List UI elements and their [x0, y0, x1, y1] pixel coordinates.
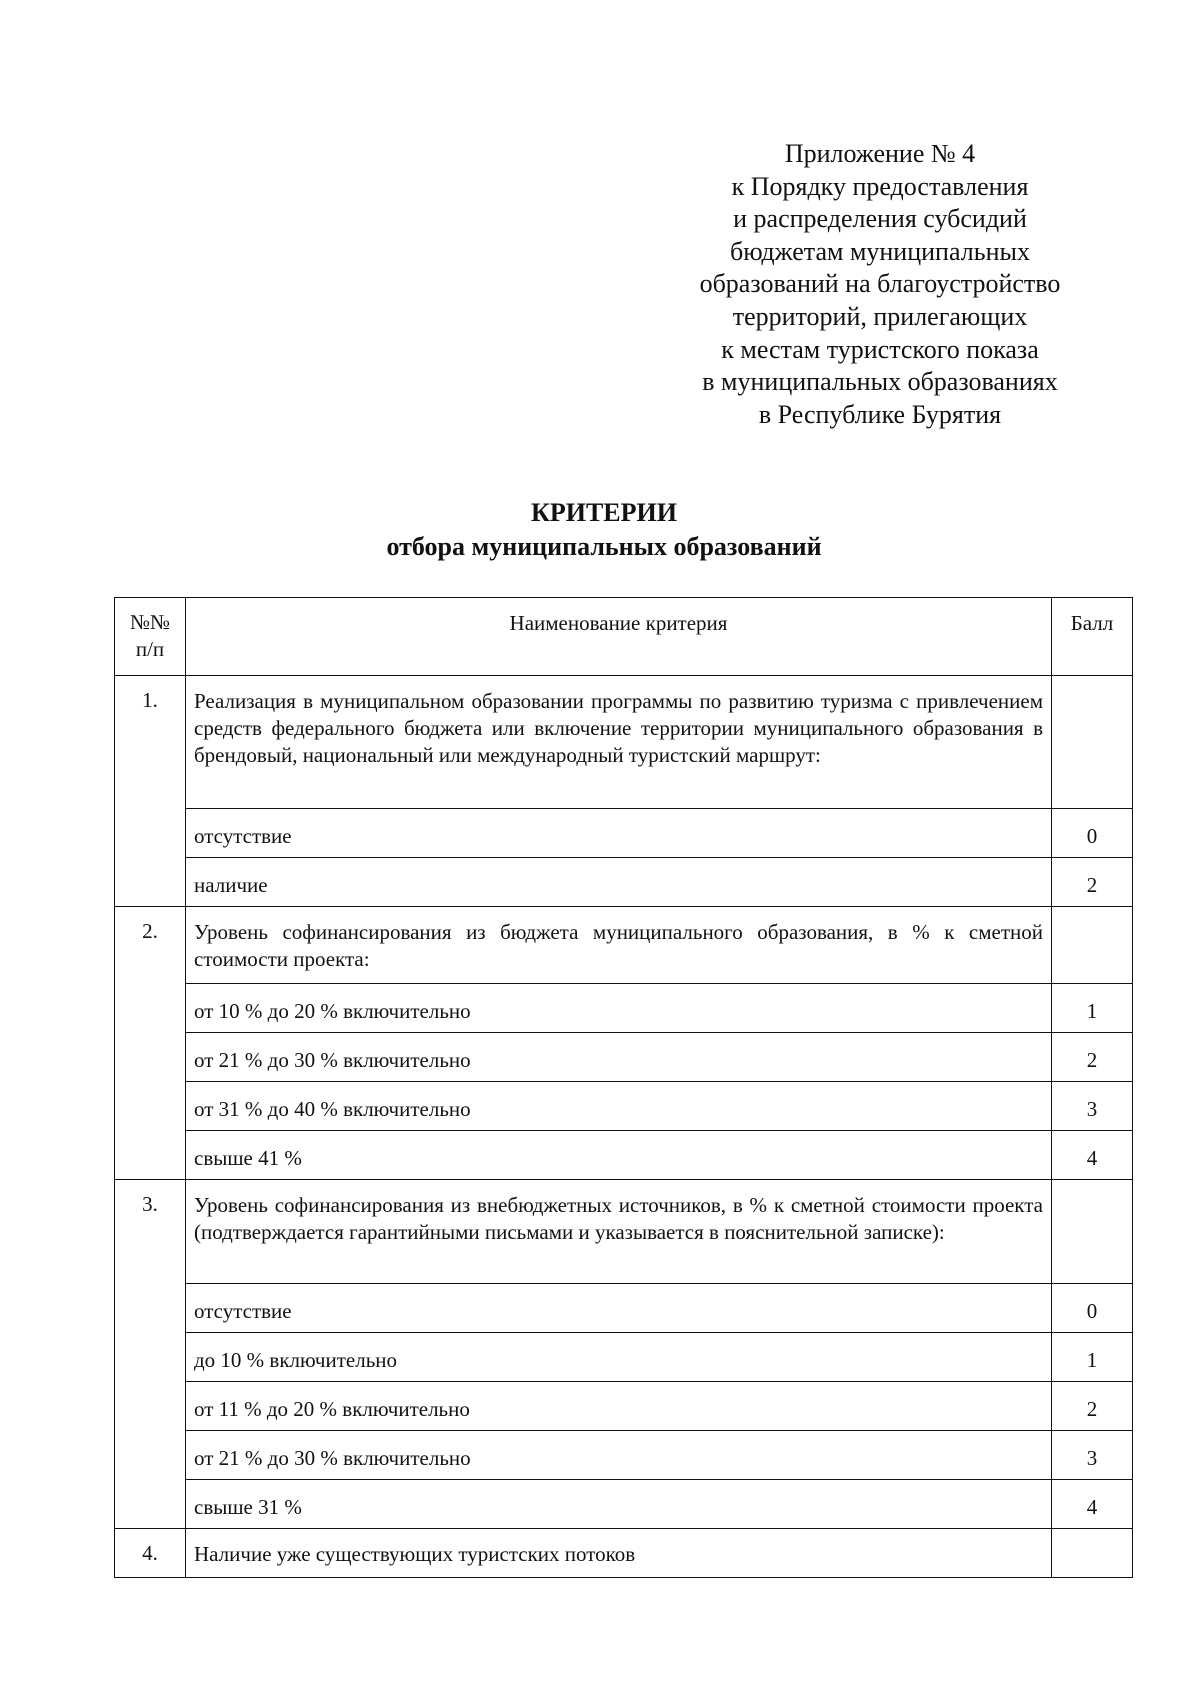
option-cell: [186, 1333, 1052, 1382]
score-cell: [1052, 1131, 1133, 1180]
score-cell: [1052, 1180, 1133, 1284]
criterion-text: Реализация в муниципальном образовании программы по развитию туризма с привлечением средств федерального бюджета или включение территории муниципального образования в брендовый, национальный или международный туристский маршрут:: [194, 689, 1043, 767]
option-cell: [186, 1480, 1052, 1529]
header-num: №№ п/п: [129, 610, 171, 661]
option-score: 2: [1086, 1048, 1098, 1072]
option-score: 1: [1086, 999, 1098, 1023]
score-cell: [1052, 1480, 1133, 1529]
appendix-block: [650, 138, 1110, 431]
criterion-cell: [186, 1529, 1052, 1578]
option-score: 4: [1086, 1495, 1098, 1519]
option-score: 0: [1086, 824, 1098, 848]
appendix-line: к Порядку предоставления: [731, 171, 1029, 201]
option-score: 3: [1086, 1097, 1098, 1121]
option-cell: [186, 1033, 1052, 1082]
table-row: [115, 1180, 1133, 1284]
option-cell: [186, 984, 1052, 1033]
table-row: [115, 1431, 1133, 1480]
score-cell: [1052, 907, 1133, 984]
table-row: [115, 858, 1133, 907]
option-cell: [186, 1284, 1052, 1333]
criterion-text: Уровень софинансирования из внебюджетных источников, в % к сметной стоимости проекта (подтверждается гарантийными письмами и указывается в пояснительной записке):: [194, 1193, 1043, 1244]
option-score: 2: [1086, 873, 1098, 897]
score-cell: [1052, 1529, 1133, 1578]
header-score: Балл: [1070, 611, 1114, 635]
appendix-line: в муниципальных образованиях: [702, 367, 1058, 397]
appendix-line: бюджетам муниципальных: [730, 236, 1030, 266]
table-row: [115, 1333, 1133, 1382]
table-row: [115, 1131, 1133, 1180]
criterion-cell: [186, 676, 1052, 809]
appendix-line: образований на благоустройство: [699, 269, 1061, 299]
criterion-cell: [186, 1180, 1052, 1284]
option-label: от 21 % до 30 % включительно: [194, 1446, 471, 1470]
criterion-text: Уровень софинансирования из бюджета муниципального образования, в % к сметной стоимости проекта:: [194, 920, 1043, 971]
table-row: [115, 984, 1133, 1033]
num-cell: [115, 1180, 186, 1529]
num-cell: [115, 907, 186, 1180]
appendix-line: в Республике Бурятия: [758, 399, 1002, 429]
score-cell: [1052, 1382, 1133, 1431]
criterion-text: Наличие уже существующих туристских потоков: [194, 1542, 636, 1566]
option-label: от 11 % до 20 % включительно: [194, 1397, 470, 1421]
table-row: [115, 1082, 1133, 1131]
option-cell: [186, 1082, 1052, 1131]
option-score: 4: [1086, 1146, 1098, 1170]
num-cell: [115, 1529, 186, 1578]
option-cell: [186, 1131, 1052, 1180]
option-score: 0: [1086, 1299, 1098, 1323]
appendix-line: и распределения субсидий: [733, 204, 1027, 234]
option-label: отсутствие: [194, 824, 292, 848]
option-label: отсутствие: [194, 1299, 292, 1323]
score-cell: [1052, 1082, 1133, 1131]
criterion-cell: [186, 907, 1052, 984]
num-cell: [115, 676, 186, 907]
header-name: Наименование критерия: [509, 611, 728, 635]
table-row: [115, 1480, 1133, 1529]
score-cell: [1052, 676, 1133, 809]
score-cell: [1052, 984, 1133, 1033]
criterion-number: 3.: [142, 1192, 158, 1216]
table-header-row: [115, 598, 1133, 676]
option-cell: [186, 858, 1052, 907]
criteria-table: [114, 597, 1133, 1578]
option-label: до 10 % включительно: [194, 1348, 398, 1372]
option-label: наличие: [194, 873, 268, 897]
appendix-line: Приложение № 4: [784, 139, 976, 168]
criterion-number: 2.: [142, 919, 158, 943]
criterion-number: 1.: [142, 688, 158, 712]
table-row: [115, 1382, 1133, 1431]
option-score: 3: [1086, 1446, 1098, 1470]
option-label: от 10 % до 20 % включительно: [194, 999, 471, 1023]
table-row: [115, 1284, 1133, 1333]
header-score-cell: [1052, 598, 1133, 676]
header-num-cell: [115, 598, 186, 676]
score-cell: [1052, 1431, 1133, 1480]
option-label: от 31 % до 40 % включительно: [194, 1097, 471, 1121]
score-cell: [1052, 1284, 1133, 1333]
option-cell: [186, 1431, 1052, 1480]
score-cell: [1052, 1333, 1133, 1382]
option-score: 2: [1086, 1397, 1098, 1421]
score-cell: [1052, 809, 1133, 858]
appendix-line: к местам туристского показа: [721, 334, 1039, 364]
criterion-number: 4.: [142, 1541, 158, 1565]
option-cell: [186, 1382, 1052, 1431]
table-row: [115, 676, 1133, 809]
option-score: 1: [1086, 1348, 1098, 1372]
score-cell: [1052, 1033, 1133, 1082]
option-label: свыше 31 %: [194, 1495, 302, 1519]
header-name-cell: [186, 598, 1052, 676]
table-row: [115, 1529, 1133, 1578]
page-subtitle: отбора муниципальных образований: [386, 532, 822, 561]
option-cell: [186, 809, 1052, 858]
appendix-line: территорий, прилегающих: [732, 301, 1028, 331]
option-label: от 21 % до 30 % включительно: [194, 1048, 471, 1072]
table-row: [115, 907, 1133, 984]
option-label: свыше 41 %: [194, 1146, 302, 1170]
page-title: КРИТЕРИИ: [531, 498, 677, 527]
table-row: [115, 1033, 1133, 1082]
score-cell: [1052, 858, 1133, 907]
table-row: [115, 809, 1133, 858]
